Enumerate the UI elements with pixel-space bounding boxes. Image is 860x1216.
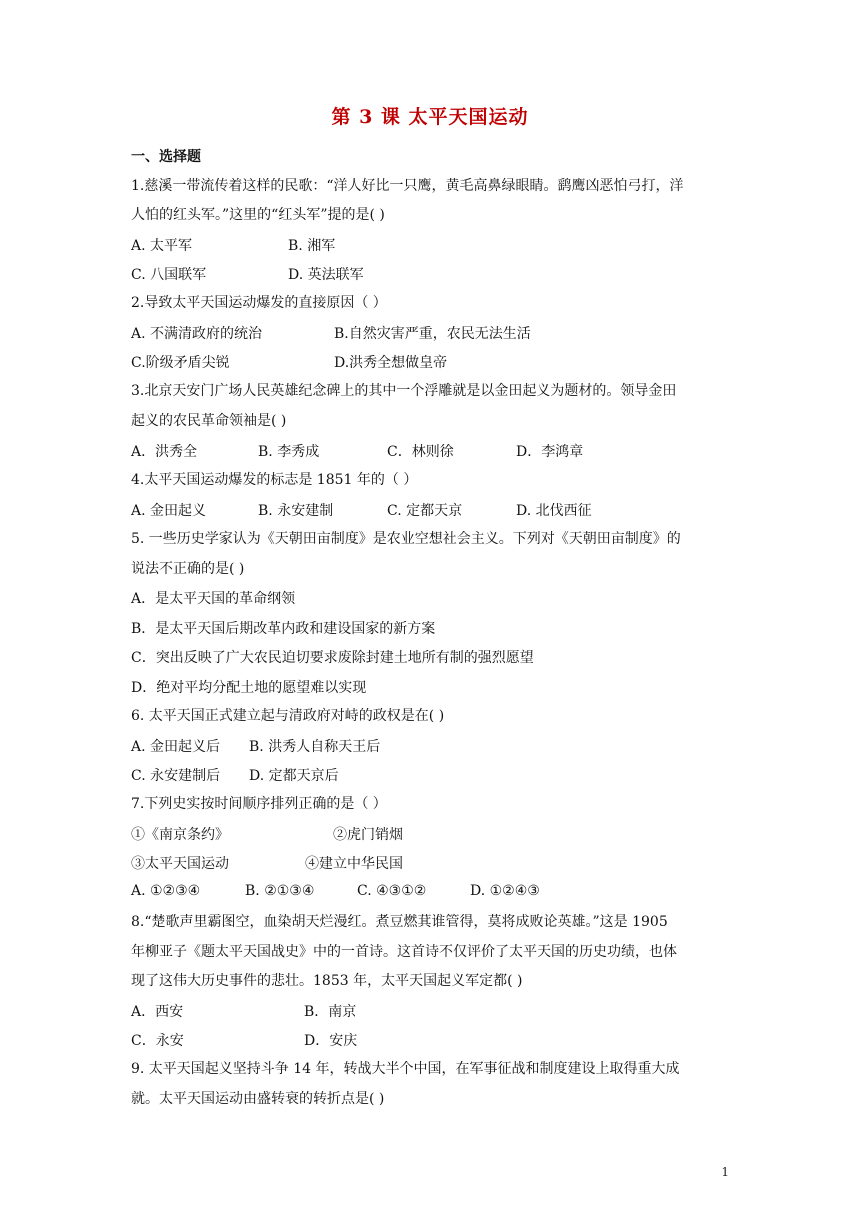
q5-option-a: A．是太平天国的革命纲领 [131,591,296,607]
q3-option-d: D．李鸿章 [516,444,584,460]
question-5-text-cont: 说法不正确的是( ) [131,561,245,577]
q7-option-c: C. ④③①② [357,883,427,899]
question-9-text-cont: 就。太平天国运动由盛转衰的转折点是( ) [131,1091,385,1107]
q7-event-1: ①《南京条约》 [131,827,229,843]
question-8-text-cont2: 现了这伟大历史事件的悲壮。1853 年，太平天国起义军定都( ) [131,973,523,989]
q4-option-b: B. 永安建制 [258,503,334,519]
q8-option-a: A．西安 [131,1004,184,1020]
q1-option-c: C. 八国联军 [131,267,207,283]
question-4-text: 4.太平天国运动爆发的标志是 1851 年的（ ） [131,472,418,488]
question-6-text: 6. 太平天国正式建立起与清政府对峙的政权是在( ) [131,708,445,724]
q6-option-d: D. 定都天京后 [249,768,339,784]
q6-option-b: B. 洪秀人自称天王后 [249,739,381,755]
q3-option-b: B. 李秀成 [258,444,320,460]
question-1-text-cont: 人怕的红头军。”这里的“红头军”提的是( ) [131,207,385,223]
page-title: 第 3 课 太平天国运动 [331,106,529,128]
q2-option-d: D.洪秀全想做皇帝 [334,355,448,371]
question-8-text: 8.“楚歌声里霸图空，血染胡天烂漫红。煮豆燃萁谁管得，莫将成败论英雄。”这是 1905 [131,914,668,930]
question-3-text-cont: 起义的农民革命领袖是( ) [131,413,287,429]
q4-option-a: A. 金田起义 [131,503,207,519]
question-9-text: 9. 太平天国起义坚持斗争 14 年，转战大半个中国，在军事征战和制度建设上取得重大成 [131,1061,680,1077]
q3-option-a: A．洪秀全 [131,444,198,460]
q5-option-c: C．突出反映了广大农民迫切要求废除封建土地所有制的强烈愿望 [131,650,534,666]
q1-option-b: B. 湘军 [288,238,336,254]
q2-option-b: B.自然灾害严重，农民无法生活 [334,326,531,342]
question-2-text: 2.导致太平天国运动爆发的直接原因（ ） [131,295,387,311]
q7-option-d: D. ①②④③ [470,883,540,899]
q8-option-d: D．安庆 [304,1033,358,1049]
question-3-text: 3.北京天安门广场人民英雄纪念碑上的其中一个浮雕就是以金田起义为题材的。领导金田 [131,383,677,399]
q1-option-d: D. 英法联军 [288,267,364,283]
question-1-text: 1.慈溪一带流传着这样的民歌：“洋人好比一只鹰，黄毛高鼻绿眼睛。鹞鹰凶恶怕弓打，洋 [131,178,684,194]
q2-option-a: A. 不满清政府的统治 [131,326,263,342]
q3-option-c: C．林则徐 [387,444,454,460]
q7-event-2: ②虎门销烟 [333,827,403,843]
q1-option-a: A. 太平军 [131,238,193,254]
q2-option-c: C.阶级矛盾尖锐 [131,355,230,371]
q7-option-a: A. ①②③④ [131,883,201,899]
page-number: 1 [721,1165,729,1179]
q4-option-c: C. 定都天京 [387,503,463,519]
q6-option-c: C. 永安建制后 [131,768,221,784]
q5-option-d: D．绝对平均分配土地的愿望难以实现 [131,680,367,696]
q8-option-b: B．南京 [304,1004,357,1020]
q4-option-d: D. 北伐西征 [516,503,592,519]
q7-option-b: B. ②①③④ [245,883,315,899]
q5-option-b: B．是太平天国后期改革内政和建设国家的新方案 [131,621,436,637]
question-8-text-cont: 年柳亚子《题太平天国战史》中的一首诗。这首诗不仅评价了太平天国的历史功绩，也体 [131,944,677,960]
q7-event-3: ③太平天国运动 [131,856,229,872]
section-heading: 一、选择题 [131,149,201,165]
question-7-text: 7.下列史实按时间顺序排列正确的是（ ） [131,796,387,812]
q7-event-4: ④建立中华民国 [305,856,403,872]
question-5-text: 5. 一些历史学家认为《天朝田亩制度》是农业空想社会主义。下列对《天朝田亩制度》的 [131,531,681,547]
q6-option-a: A. 金田起义后 [131,739,221,755]
q8-option-c: C．永安 [131,1033,184,1049]
